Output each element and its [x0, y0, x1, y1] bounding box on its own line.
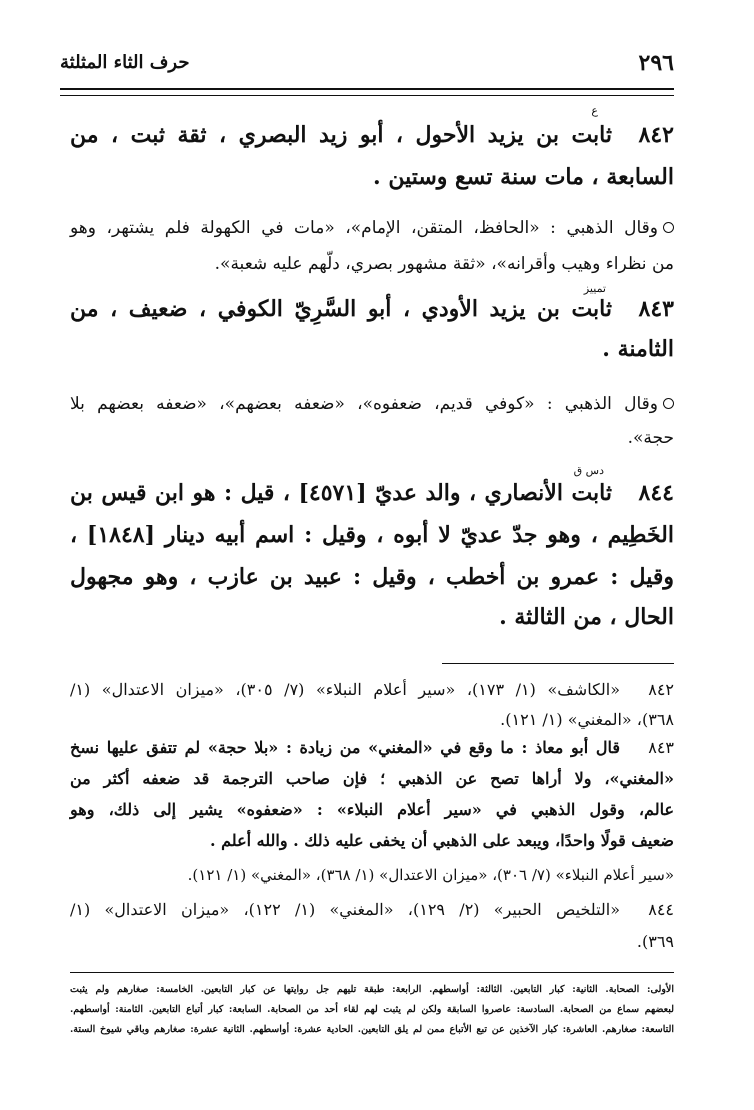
chapter-title: حرف الثاء المثلثة [60, 52, 190, 73]
footnote-line: «سير أعلام النبلاء» (٧/ ٣٠٦)، «ميزان الاعتدال» (١/ ٣٦٨)، «المغني» (١/ ١٢١). [187, 866, 674, 884]
footnote-number: ٨٤٢ [648, 680, 674, 699]
note-line: وقال الذهبي : «الحافظ، المتقن، الإمام»، «مات في الكهولة فلم يشتهر، وهو [70, 218, 658, 238]
footnote-line: «الكاشف» (١/ ١٧٣)، «سير أعلام النبلاء» (٧/ ٣٠٥)، «ميزان الاعتدال» (١/ [70, 680, 621, 699]
note-line: حجة». [627, 428, 674, 448]
footnote-line: «المغني»، ولا أراها تصح عن الذهبي ؛ فإن صاحب الترجمة قد ضعفه أكثر من [70, 769, 674, 788]
page-header [60, 48, 674, 82]
note-line: من نظراء وهيب وأقرانه»، «ثقة مشهور بصري، دلّهم عليه شعبة». [214, 254, 674, 274]
entry-number: ٨٤٢ [638, 122, 674, 148]
page-number: ٢٩٦ [638, 50, 674, 76]
entry-843 [70, 282, 674, 376]
footnote-line: عالم، وقول الذهبي في «سير أعلام النبلاء» : «ضعفوه» يشير إلى ذلك، وهو [70, 800, 674, 819]
note-line: وقال الذهبي : «كوفي قديم، ضعفوه»، «ضعفه بعضهم»، «ضعفه بعضهم بلا [70, 394, 658, 414]
footnote-843 [70, 738, 674, 898]
footnote-line: «التلخيص الحبير» (٢/ ١٢٩)، «المغني» (١/ ١٢٢)، «ميزان الاعتدال» (١/ [70, 900, 621, 919]
footnote-number: ٨٤٤ [648, 900, 674, 919]
entry-842 [70, 104, 674, 208]
tabaqat-legend-line: الأولى: الصحابة. الثانية: كبار التابعين. الثالثة: أواسطهم. الرابعة: طبقة تليهم جل روايتها عن كبار التابعين. الخامسة: صغارهم ولم يثبت [70, 984, 674, 995]
footnote-divider [442, 663, 674, 664]
legend-divider [70, 972, 674, 973]
circle-bullet-icon [663, 398, 674, 409]
entry-text-line: ثابت بن يزيد الأحول ، أبو زيد البصري ، ثقة ثبت ، من [70, 122, 612, 148]
entry-symbol: تمييز [583, 282, 606, 295]
footnote-number: ٨٤٣ [648, 738, 674, 757]
header-divider [60, 88, 674, 96]
entry-text-line: ثابت بن يزيد الأودي ، أبو السَّرِيّ الكوفي ، ضعيف ، من [70, 296, 612, 322]
entry-844 [70, 464, 674, 640]
footnote-line: قال أبو معاذ : ما وقع في «المغني» من زيادة : «بلا حجة» لم تتفق عليها نسخ [70, 738, 620, 757]
tabaqat-legend-line: التاسعة: صغارهم. العاشرة: كبار الآخذين عن تبع الأتباع ممن لم يلق التابعين. الحادية عشرة: أواسطهم. الثانية عشرة: صغارهم وباقي شيوخ الستة. [70, 1024, 674, 1035]
entry-text-line: السابعة ، مات سنة تسع وستين . [373, 164, 674, 190]
footnote-844 [70, 900, 674, 960]
footnote-line: ضعيف قولًا واحدًا، ويبعد على الذهبي أن يخفى عليه ذلك . والله أعلم . [210, 831, 674, 850]
entry-number: ٨٤٤ [638, 480, 674, 506]
entry-text-line: الحال ، من الثالثة . [499, 604, 674, 630]
entry-text-line: الخَطِيم ، وهو جدّ عديّ لا أبوه ، وقيل : اسم أبيه دينار [١٨٤٨] ، [70, 522, 674, 548]
entry-text-line: وقيل : عمرو بن أخطب ، وقيل : عبيد بن عازب ، وهو مجهول [70, 564, 674, 590]
entry-symbol: ع [591, 104, 598, 117]
circle-bullet-icon [663, 222, 674, 233]
tabaqat-legend-line: لبعضهم سماع من الصحابة. السادسة: عاصروا السابقة ولكن لم يثبت لهم لقاء أحد من الصحابة. السابعة: كبار أتباع التابعين. الثامنة: أواسطهم. [70, 1004, 674, 1015]
entry-text-line: الثامنة . [602, 336, 674, 362]
footnote-line: ٣٦٩). [636, 932, 674, 951]
entry-text-line: ثابت الأنصاري ، والد عديّ [٤٥٧١] ، قيل : هو ابن قيس بن [70, 480, 612, 506]
dhahabi-note-843 [70, 394, 674, 458]
entry-symbol: دس ق [573, 464, 604, 477]
footnote-line: ٣٦٨)، «المغني» (١/ ١٢١). [500, 710, 674, 729]
dhahabi-note-842 [70, 218, 674, 282]
entry-number: ٨٤٣ [638, 296, 674, 322]
footnote-842 [70, 680, 674, 740]
